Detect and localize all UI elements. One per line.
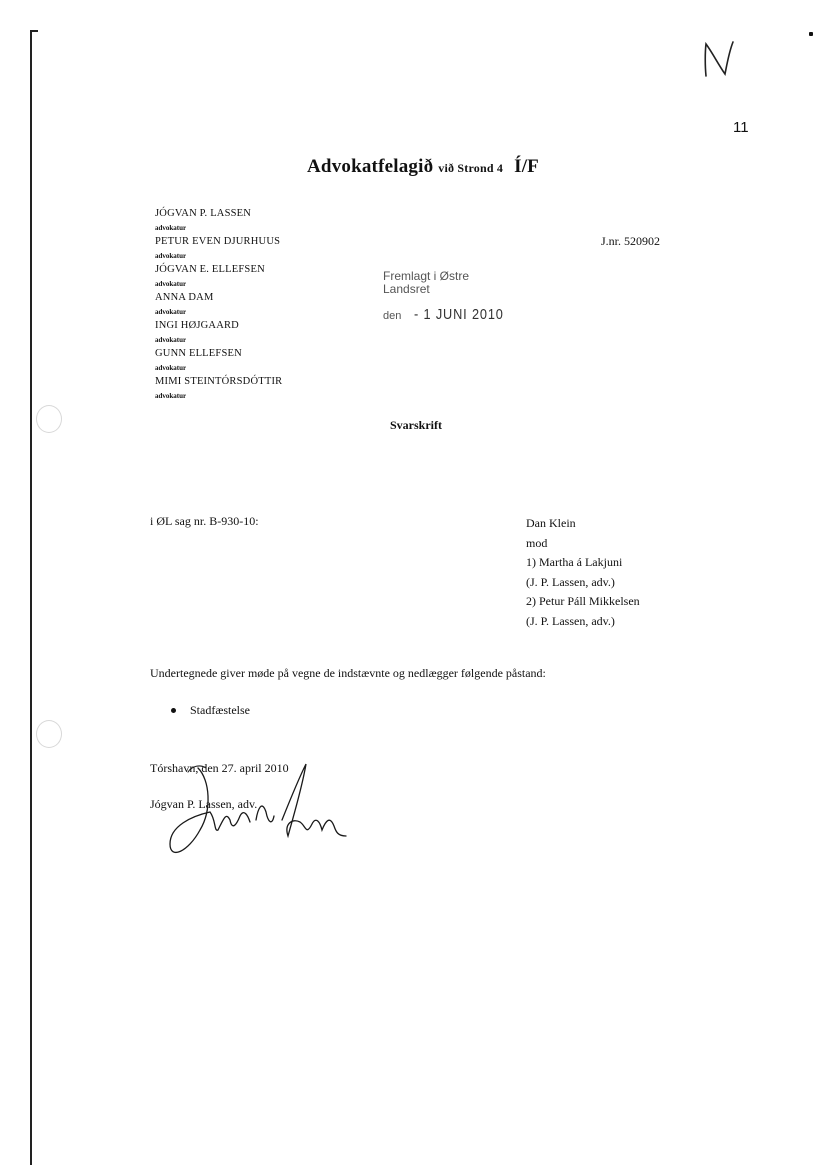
court-stamp bbox=[383, 270, 520, 323]
party-line: mod bbox=[526, 535, 548, 550]
bullet-icon bbox=[171, 708, 176, 713]
lawyer-entry bbox=[155, 263, 282, 291]
lawyer-title: advokatur bbox=[155, 224, 187, 232]
lawyer-name: INGI HØJGAARD bbox=[155, 320, 239, 331]
lawyer-entry bbox=[155, 207, 282, 235]
stamp-date-prefix: den bbox=[383, 310, 402, 322]
signer-name: Jógvan P. Lassen, adv. bbox=[150, 797, 258, 811]
firm-name: Advokatfelagið bbox=[307, 156, 434, 177]
parties-block bbox=[526, 514, 640, 631]
stamp-line-1: Fremlagt i Østre bbox=[383, 269, 470, 283]
stamp-date-row bbox=[383, 306, 520, 323]
place-date: Tórshavn, den 27. april 2010 bbox=[150, 761, 289, 775]
journal-number: J.nr. 520902 bbox=[601, 234, 661, 248]
stamp-line-2: Landsret bbox=[383, 282, 430, 296]
lawyer-name: ANNA DAM bbox=[155, 292, 214, 303]
party-line: (J. P. Lassen, adv.) bbox=[526, 613, 615, 628]
intro-paragraph: Undertegnede giver møde på vegne de indstævnte og nedlægger følgende påstand: bbox=[150, 666, 546, 680]
lawyer-entry bbox=[155, 291, 282, 319]
punch-hole-mark bbox=[36, 405, 62, 433]
scan-dot bbox=[809, 32, 813, 36]
party-line: 2) Petur Páll Mikkelsen bbox=[526, 594, 640, 608]
lawyer-title: advokatur bbox=[155, 252, 187, 260]
lawyer-name: JÓGVAN P. LASSEN bbox=[155, 208, 252, 219]
claim-item: Stadfæstelse bbox=[190, 703, 250, 717]
lawyer-entry bbox=[155, 375, 282, 403]
page-number: 11 bbox=[733, 119, 749, 136]
stamp-date: - 1 JUNI 2010 bbox=[414, 306, 505, 323]
party-line: Dan Klein bbox=[526, 516, 576, 530]
scan-border-line bbox=[30, 30, 32, 1165]
lawyer-name: GUNN ELLEFSEN bbox=[155, 348, 242, 359]
lawyer-list bbox=[155, 207, 282, 403]
lawyer-title: advokatur bbox=[155, 308, 187, 316]
lawyer-title: advokatur bbox=[155, 364, 187, 372]
scan-border-corner bbox=[30, 30, 38, 32]
letterhead bbox=[307, 156, 539, 178]
lawyer-title: advokatur bbox=[155, 392, 187, 400]
case-reference: i ØL sag nr. B-930-10: bbox=[150, 514, 259, 528]
punch-hole-mark bbox=[36, 720, 62, 748]
lawyer-name: PETUR EVEN DJURHUUS bbox=[155, 236, 281, 247]
lawyer-entry bbox=[155, 235, 282, 263]
firm-suffix: Í/F bbox=[514, 156, 539, 177]
handwritten-signature bbox=[140, 760, 360, 870]
lawyer-entry bbox=[155, 347, 282, 375]
handwritten-mark-n bbox=[700, 38, 740, 80]
lawyer-title: advokatur bbox=[155, 336, 187, 344]
lawyer-name: MIMI STEINTÓRSDÓTTIR bbox=[155, 376, 283, 387]
party-line: 1) Martha á Lakjuni bbox=[526, 555, 623, 569]
lawyer-title: advokatur bbox=[155, 280, 187, 288]
party-line: (J. P. Lassen, adv.) bbox=[526, 574, 615, 589]
lawyer-name: JÓGVAN E. ELLEFSEN bbox=[155, 264, 265, 275]
firm-address: við Strond 4 bbox=[438, 161, 504, 175]
lawyer-entry bbox=[155, 319, 282, 347]
document-title: Svarskrift bbox=[390, 418, 442, 432]
